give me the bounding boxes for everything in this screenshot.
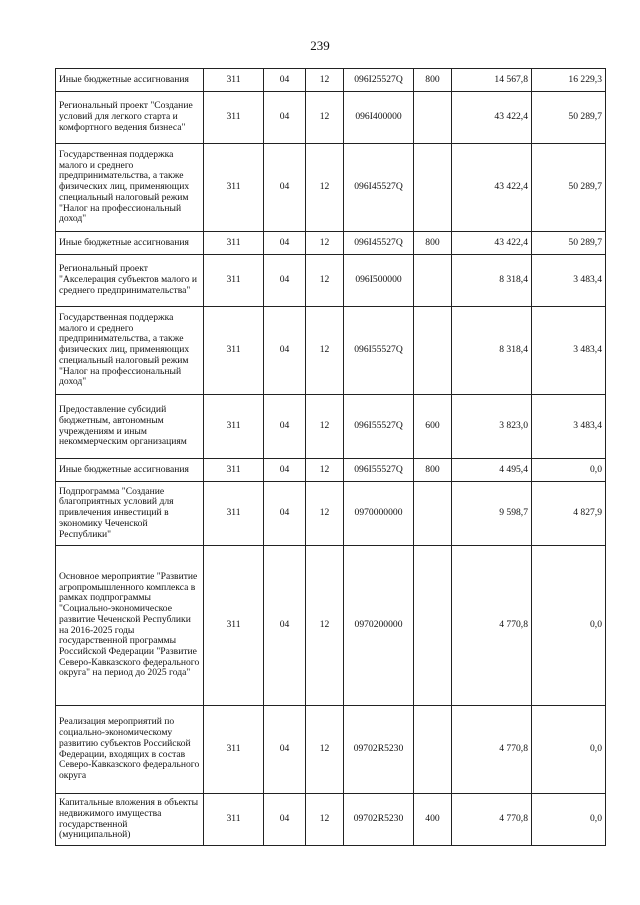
- budget-table: [55, 68, 606, 846]
- row-name-cell: Предоставление субсидий бюджетным, автономным учреждениям и иным некоммерческим организациям: [56, 395, 204, 459]
- row-subsection-cell: 12: [306, 482, 344, 546]
- row-ved-cell: 311: [204, 255, 264, 307]
- row-name-cell: Иные бюджетные ассигнования: [56, 232, 204, 255]
- row-amount-1-cell: 9 598,7: [452, 482, 532, 546]
- row-expense-type-cell: 800: [414, 459, 452, 482]
- row-name-cell: Иные бюджетные ассигнования: [56, 459, 204, 482]
- row-target-article-cell: 09702R5230: [344, 706, 414, 794]
- row-ved-cell: 311: [204, 794, 264, 846]
- row-target-article-cell: 096I45527Q: [344, 232, 414, 255]
- table-row: [56, 794, 606, 846]
- row-subsection-cell: 12: [306, 395, 344, 459]
- row-section-cell: 04: [264, 255, 306, 307]
- table-row: [56, 232, 606, 255]
- row-subsection-cell: 12: [306, 232, 344, 255]
- row-amount-2-cell: 3 483,4: [532, 395, 606, 459]
- row-subsection-cell: 12: [306, 255, 344, 307]
- row-name-cell: Подпрограмма "Создание благоприятных условий для привлечения инвестиций в экономику Чеченской Республики": [56, 482, 204, 546]
- row-amount-2-cell: 0,0: [532, 706, 606, 794]
- row-name-cell: Иные бюджетные ассигнования: [56, 69, 204, 92]
- row-ved-cell: 311: [204, 92, 264, 144]
- row-amount-2-cell: 50 289,7: [532, 232, 606, 255]
- row-section-cell: 04: [264, 69, 306, 92]
- row-subsection-cell: 12: [306, 92, 344, 144]
- row-target-article-cell: 096I25527Q: [344, 69, 414, 92]
- row-expense-type-cell: [414, 546, 452, 706]
- row-amount-2-cell: 3 483,4: [532, 255, 606, 307]
- row-target-article-cell: 0970200000: [344, 546, 414, 706]
- row-name-cell: Государственная поддержка малого и среднего предпринимательства, а также физических лиц, применяющих специальный налоговый режим "Налог на профессиональный доход": [56, 307, 204, 395]
- row-name-cell: Капитальные вложения в объекты недвижимого имущества государственной (муниципальной): [56, 794, 204, 846]
- row-subsection-cell: 12: [306, 459, 344, 482]
- row-expense-type-cell: 800: [414, 69, 452, 92]
- row-amount-1-cell: 3 823,0: [452, 395, 532, 459]
- row-expense-type-cell: [414, 706, 452, 794]
- row-expense-type-cell: [414, 307, 452, 395]
- row-ved-cell: 311: [204, 144, 264, 232]
- row-target-article-cell: 096I55527Q: [344, 307, 414, 395]
- row-target-article-cell: 096I55527Q: [344, 459, 414, 482]
- row-ved-cell: 311: [204, 395, 264, 459]
- row-ved-cell: 311: [204, 706, 264, 794]
- row-amount-1-cell: 14 567,8: [452, 69, 532, 92]
- row-target-article-cell: 096I55527Q: [344, 395, 414, 459]
- row-amount-1-cell: 43 422,4: [452, 232, 532, 255]
- row-ved-cell: 311: [204, 482, 264, 546]
- row-amount-2-cell: 50 289,7: [532, 92, 606, 144]
- row-target-article-cell: 096I45527Q: [344, 144, 414, 232]
- row-amount-2-cell: 0,0: [532, 546, 606, 706]
- row-expense-type-cell: [414, 482, 452, 546]
- row-amount-1-cell: 43 422,4: [452, 144, 532, 232]
- row-name-cell: Реализация мероприятий по социально-экономическому развитию субъектов Российской Федерации, входящих в состав Северо-Кавказского федерального округа: [56, 706, 204, 794]
- row-section-cell: 04: [264, 706, 306, 794]
- row-amount-2-cell: 16 229,3: [532, 69, 606, 92]
- row-subsection-cell: 12: [306, 706, 344, 794]
- row-expense-type-cell: 600: [414, 395, 452, 459]
- row-name-cell: Государственная поддержка малого и среднего предпринимательства, а также физических лиц, применяющих специальный налоговый режим "Налог на профессиональный доход": [56, 144, 204, 232]
- page-number: 239: [310, 38, 330, 53]
- row-amount-1-cell: 4 495,4: [452, 459, 532, 482]
- row-section-cell: 04: [264, 232, 306, 255]
- row-amount-2-cell: 4 827,9: [532, 482, 606, 546]
- row-expense-type-cell: [414, 255, 452, 307]
- row-subsection-cell: 12: [306, 546, 344, 706]
- row-amount-1-cell: 4 770,8: [452, 706, 532, 794]
- row-ved-cell: 311: [204, 459, 264, 482]
- table-row: [56, 255, 606, 307]
- row-target-article-cell: 096I400000: [344, 92, 414, 144]
- table-row: [56, 546, 606, 706]
- row-expense-type-cell: [414, 144, 452, 232]
- row-subsection-cell: 12: [306, 307, 344, 395]
- row-ved-cell: 311: [204, 546, 264, 706]
- row-expense-type-cell: 400: [414, 794, 452, 846]
- row-ved-cell: 311: [204, 69, 264, 92]
- row-section-cell: 04: [264, 92, 306, 144]
- row-subsection-cell: 12: [306, 144, 344, 232]
- row-amount-2-cell: 3 483,4: [532, 307, 606, 395]
- row-section-cell: 04: [264, 144, 306, 232]
- table-row: [56, 482, 606, 546]
- table-row: [56, 459, 606, 482]
- row-amount-1-cell: 8 318,4: [452, 255, 532, 307]
- row-ved-cell: 311: [204, 232, 264, 255]
- row-target-article-cell: 0970000000: [344, 482, 414, 546]
- row-section-cell: 04: [264, 395, 306, 459]
- row-ved-cell: 311: [204, 307, 264, 395]
- row-amount-1-cell: 4 770,8: [452, 794, 532, 846]
- row-expense-type-cell: [414, 92, 452, 144]
- row-amount-2-cell: 0,0: [532, 794, 606, 846]
- row-expense-type-cell: 800: [414, 232, 452, 255]
- row-target-article-cell: 09702R5230: [344, 794, 414, 846]
- row-section-cell: 04: [264, 546, 306, 706]
- row-amount-2-cell: 50 289,7: [532, 144, 606, 232]
- table-row: [56, 69, 606, 92]
- row-section-cell: 04: [264, 482, 306, 546]
- row-amount-1-cell: 4 770,8: [452, 546, 532, 706]
- row-amount-2-cell: 0,0: [532, 459, 606, 482]
- row-subsection-cell: 12: [306, 794, 344, 846]
- row-amount-1-cell: 43 422,4: [452, 92, 532, 144]
- row-target-article-cell: 096I500000: [344, 255, 414, 307]
- row-name-cell: Региональный проект "Создание условий для легкого старта и комфортного ведения бизнеса": [56, 92, 204, 144]
- row-amount-1-cell: 8 318,4: [452, 307, 532, 395]
- row-section-cell: 04: [264, 794, 306, 846]
- table-row: [56, 706, 606, 794]
- row-subsection-cell: 12: [306, 69, 344, 92]
- row-name-cell: Региональный проект "Акселерация субъектов малого и среднего предпринимательства": [56, 255, 204, 307]
- table-row: [56, 144, 606, 232]
- row-section-cell: 04: [264, 307, 306, 395]
- row-name-cell: Основное мероприятие "Развитие агропромышленного комплекса в рамках подпрограммы "Социально-экономическое развитие Чеченской Республики на 2016-2025 годы государственной программы Российской Федерации "Развитие Северо-Кавказского федерального округа" на период до 2025 года": [56, 546, 204, 706]
- row-section-cell: 04: [264, 459, 306, 482]
- table-row: [56, 395, 606, 459]
- table-row: [56, 307, 606, 395]
- table-row: [56, 92, 606, 144]
